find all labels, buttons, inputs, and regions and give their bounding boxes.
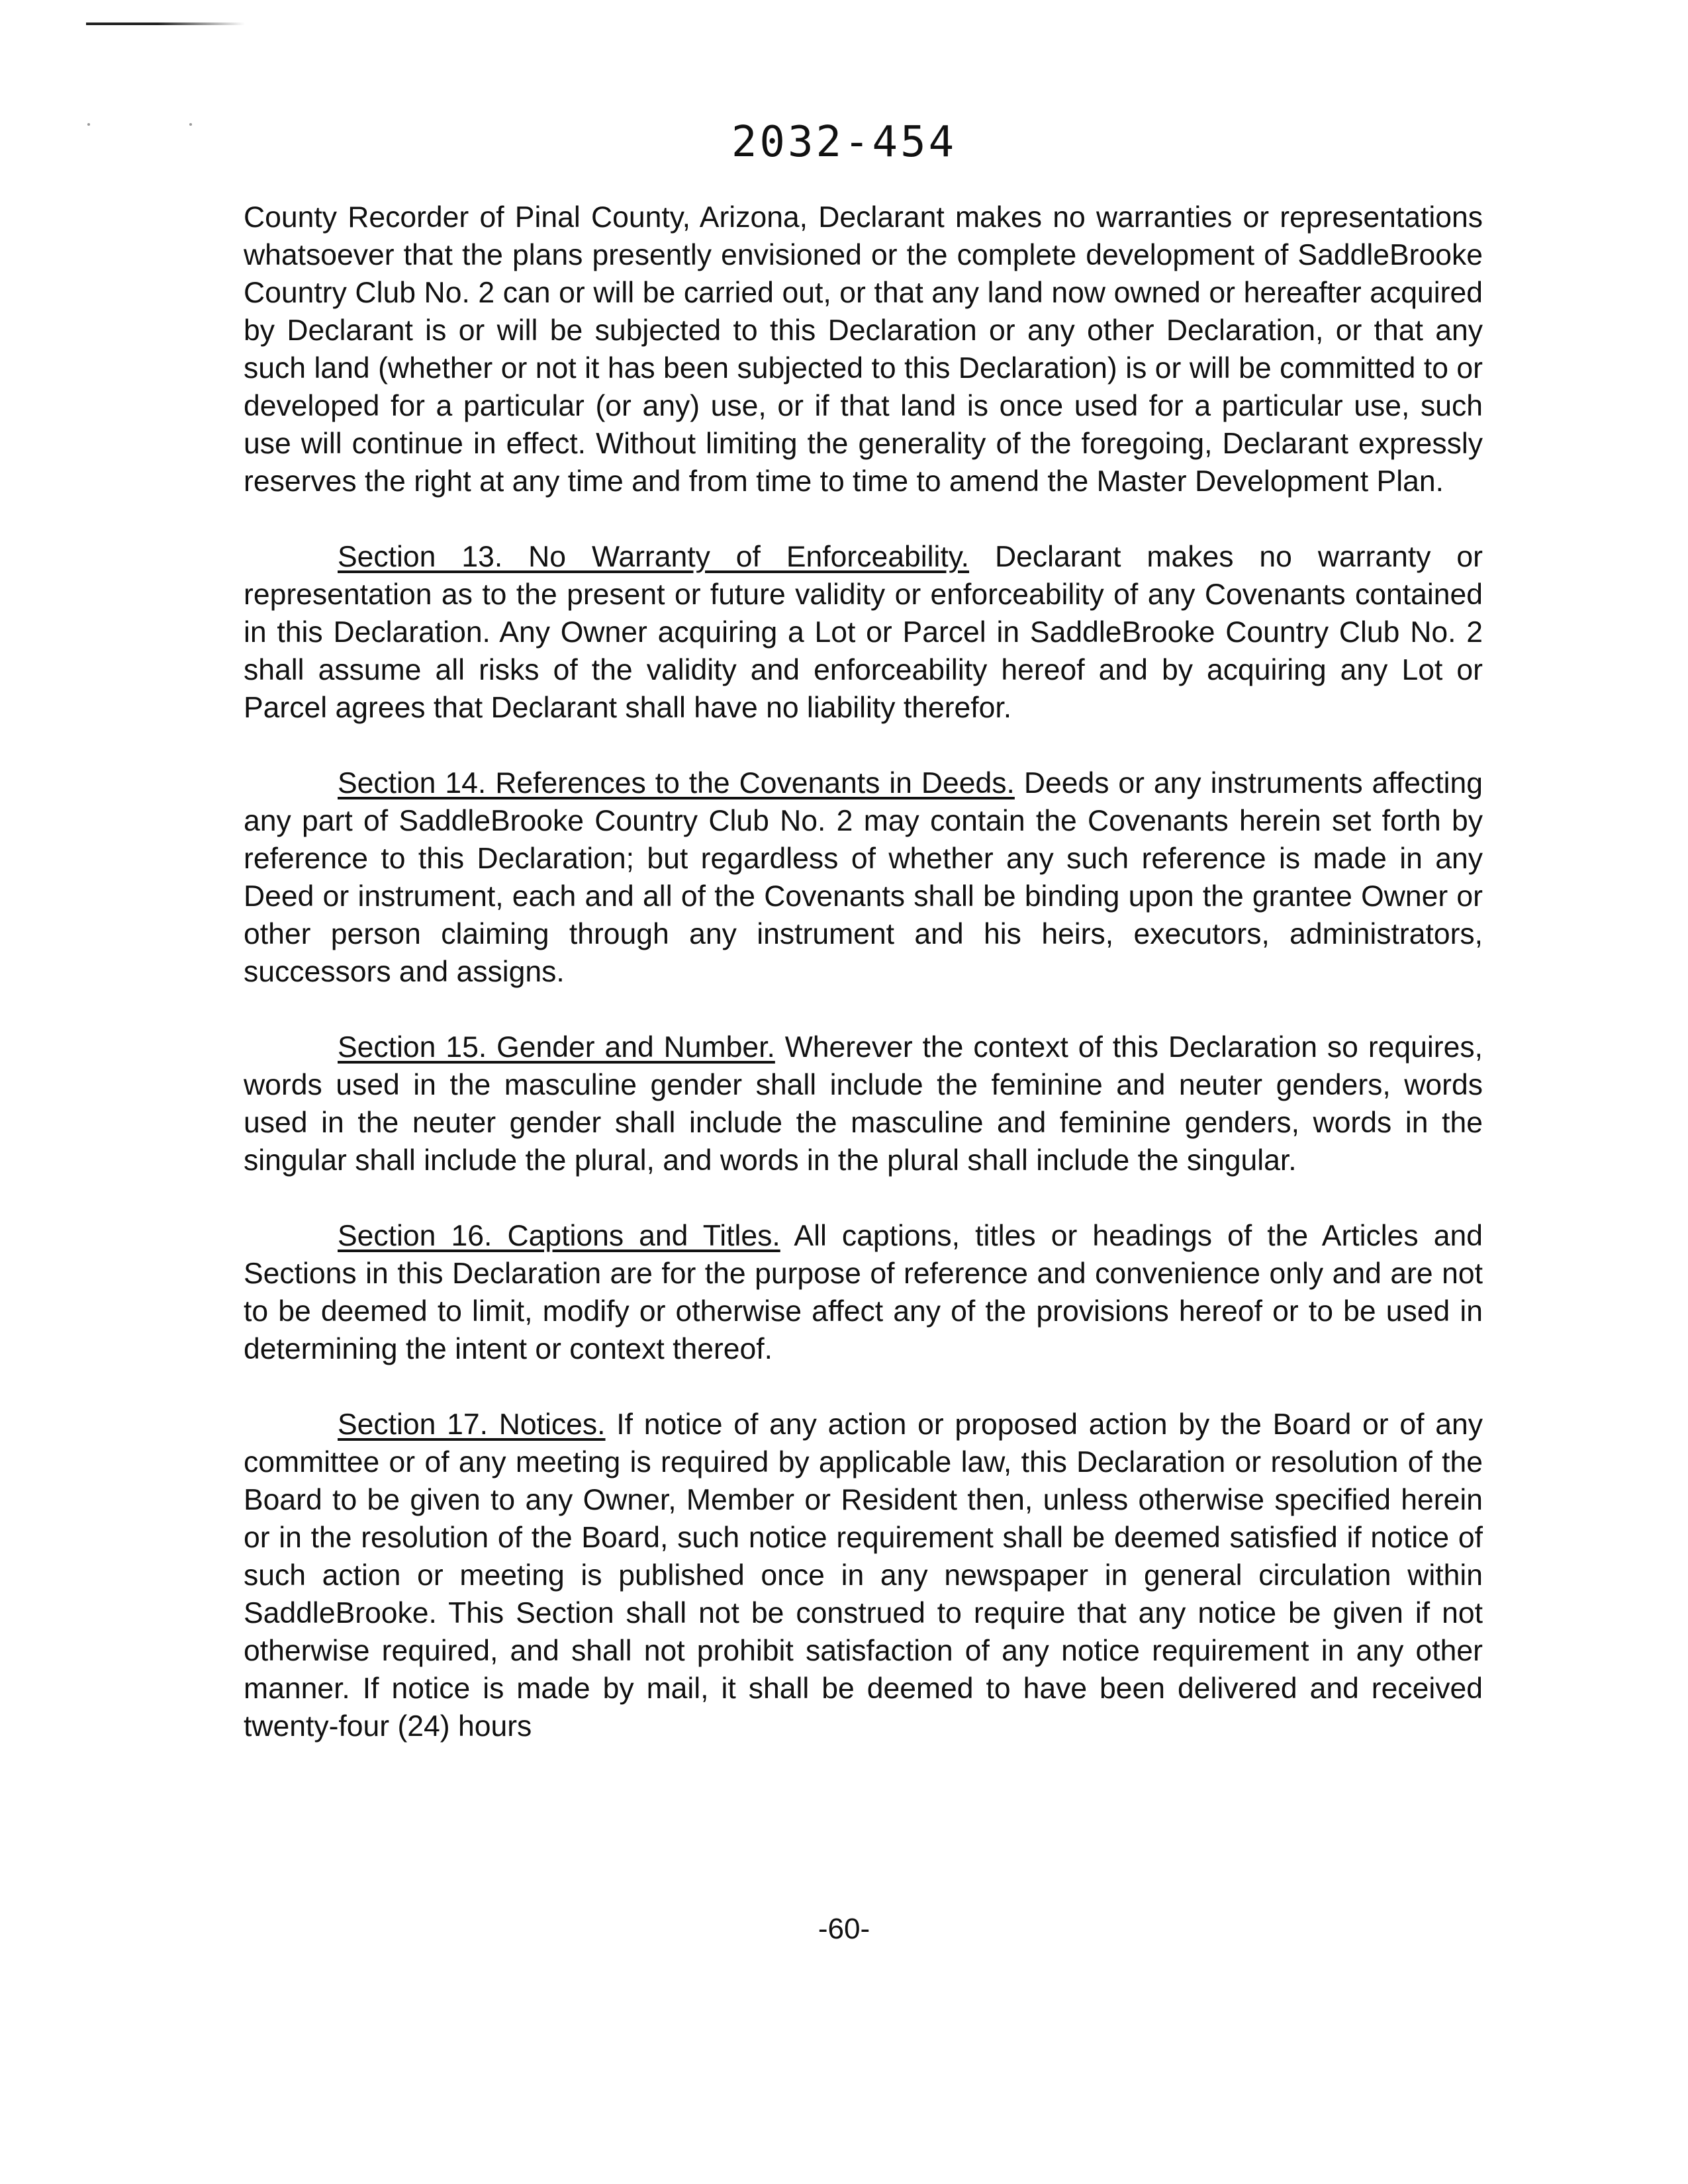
section-heading: Section 17. Notices. xyxy=(338,1408,606,1441)
paragraph-text: All captions, titles or headings of the Articles and Sections in this Declaration are for the purpose of reference and convenience only and are not to be deemed to limit, modify or otherwise affect any of the provisions hereof or to be used in determining the intent or context thereof. xyxy=(244,1220,1483,1365)
section-17 xyxy=(244,1406,1483,1745)
paragraph-text: County Recorder of Pinal County, Arizona, Declarant makes no warranties or representations whatsoever that the plans presently envisioned or the complete development of SaddleBrooke Country Club No. 2 can or will be carried out, or that any land now owned or hereafter acquired by Declarant is or will be subjected to this Declaration or any other Declaration, or that any such land (whether or not it has been subjected to this Declaration) is or will be committed to or developed for a particular (or any) use, or if that land is once used for a particular use, such use will continue in effect. Without limiting the generality of the foregoing, Declarant expressly reserves the right at any time and from time to time to amend the Master Development Plan. xyxy=(244,201,1483,498)
document-number: 2032-454 xyxy=(731,118,957,167)
document-body xyxy=(244,199,1483,1783)
scan-top-rule xyxy=(86,23,245,25)
paragraph-text: If notice of any action or proposed action by the Board or of any committee or of any meeting is required by applicable law, this Declaration or resolution of the Board to be given to any Owner, Member or Resident then, unless otherwise specified herein or in the resolution of the Board, such notice requirement shall be deemed satisfied if notice of such action or meeting is published once in any newspaper in general circulation within SaddleBrooke. This Section shall not be construed to require that any notice be given if not otherwise required, and shall not prohibit satisfaction of any notice requirement in any other manner. If notice is made by mail, it shall be deemed to have been delivered and received twenty-four (24) hours xyxy=(244,1408,1483,1743)
paragraph-text: Wherever the context of this Declaration so requires, words used in the masculine gender shall include the feminine and neuter genders, words used in the neuter gender shall include the masculine and feminine genders, words in the singular shall include the plural, and words in the plural shall include the singular. xyxy=(244,1031,1483,1177)
section-13 xyxy=(244,538,1483,727)
section-14 xyxy=(244,764,1483,991)
paragraph-text: Deeds or any instruments affecting any part of SaddleBrooke Country Club No. 2 may contain the Covenants herein set forth by reference to this Declaration; but regardless of whether any such reference is made in any Deed or instrument, each and all of the Covenants shall be binding upon the grantee Owner or other person claiming through any instrument and his heirs, executors, administrators, successors and assigns. xyxy=(244,767,1483,988)
section-heading: Section 14. References to the Covenants in Deeds. xyxy=(338,767,1015,799)
page-number: -60- xyxy=(818,1913,870,1945)
section-15 xyxy=(244,1028,1483,1179)
section-heading: Section 13. No Warranty of Enforceability. xyxy=(338,541,970,573)
section-16 xyxy=(244,1217,1483,1368)
section-heading: Section 15. Gender and Number. xyxy=(338,1031,775,1064)
paragraph-text: Declarant makes no warranty or representation as to the present or future validity or enforceability of any Covenants contained in this Declaration. Any Owner acquiring a Lot or Parcel in SaddleBrooke Country Club No. 2 shall assume all risks of the validity and enforceability hereof and by acquiring any Lot or Parcel agrees that Declarant shall have no liability therefor. xyxy=(244,541,1483,724)
section-heading: Section 16. Captions and Titles. xyxy=(338,1220,780,1252)
paragraph-continuation xyxy=(244,199,1483,500)
